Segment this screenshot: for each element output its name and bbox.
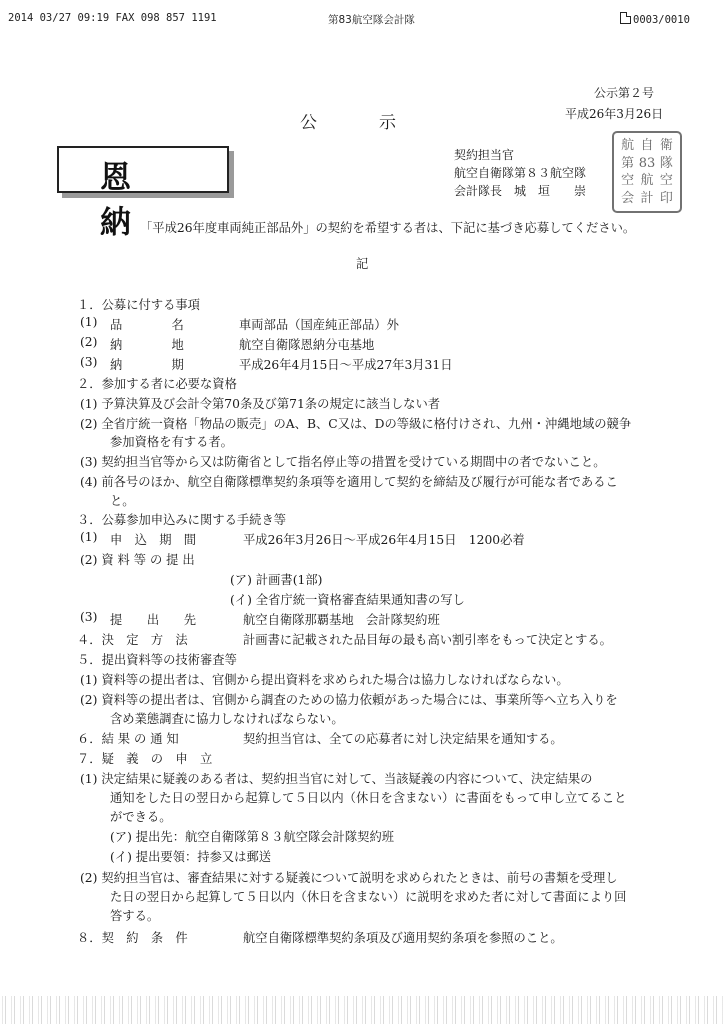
s2-item-3: (3) 契約担当官等から又は防衛省として指名停止等の措置を受けている期間中の者でないこと。 (80, 455, 606, 469)
s3-item-2-a: (ア) 計画書(1部) (230, 573, 323, 587)
section-8-label: ８．契 約 条 件 (77, 931, 188, 945)
s1-item-3-label: 納 期 (110, 358, 184, 372)
s1-item-1-num: (1) (80, 315, 98, 329)
section-4-value: 計画書に記載された品目毎の最も高い割引率をもって決定とする。 (243, 633, 612, 647)
s7-item-2-cont-2: 答する。 (110, 909, 160, 923)
s1-item-1-value: 車両部品（国産純正部品）外 (239, 318, 399, 332)
s2-item-2: (2) 全省庁統一資格「物品の販売」のA、B、C又は、Dの等級に格付けされ、九州・沖縄地域の競争 (80, 417, 632, 431)
s5-item-2: (2) 資料等の提出者は、官側から調査のための協力依頼があった場合には、事業所等へ立ち入りを (80, 693, 618, 707)
section-3-heading: ３．公募参加申込みに関する手続き等 (77, 513, 287, 527)
s2-item-4-cont: と。 (110, 494, 135, 508)
s7-item-1-a: (ア) 提出先：航空自衛隊第８３航空隊会計隊契約班 (110, 830, 395, 844)
page-icon (620, 12, 631, 24)
ki-heading: 記 (356, 257, 369, 271)
scan-noise-strip (0, 996, 724, 1024)
s2-item-1: (1) 予算決算及び会計令第70条及び第71条の規定に該当しない者 (80, 397, 441, 411)
fax-page: 0003/0010 (620, 12, 690, 26)
s3-item-1-label: 申 込 期 間 (110, 533, 197, 547)
s1-item-2-label: 納 地 (110, 338, 184, 352)
fax-header-line: 2014 03/27 09:19 FAX 098 857 1191 (8, 12, 217, 24)
s7-item-2-cont-1: た日の翌日から起算して５日以内（休日を含まない）に説明を求めた者に対して書面により回 (110, 890, 627, 904)
s7-item-1-b: (イ) 提出要領：持参又は郵送 (110, 850, 272, 864)
section-8-value: 航空自衛隊標準契約条項及び適用契約条項を参照のこと。 (243, 931, 563, 945)
section-6-label: ６．結 果 の 通 知 (77, 732, 179, 746)
s2-item-4: (4) 前各号のほか、航空自衛隊標準契約条項等を適用して契約を締結及び履行が可能な者であるこ (80, 475, 618, 489)
s5-item-2-cont: 含め業態調査に協力しなければならない。 (110, 712, 344, 726)
s3-item-2-b: (イ) 全省庁統一資格審査結果通知書の写し (230, 593, 465, 607)
s7-item-1-cont-1: 通知をした日の翌日から起算して５日以内（休日を含まない）に書面をもって申し立てること (110, 791, 627, 805)
s3-item-1-num: (1) (80, 530, 98, 544)
notice-number: 公示第２号 (594, 86, 655, 100)
section-5-heading: ５．提出資料等の技術審査等 (77, 653, 237, 667)
s3-item-1-value: 平成26年3月26日～平成26年4月15日 1200必着 (243, 533, 525, 547)
s3-item-3-num: (3) (80, 610, 98, 624)
s2-item-2-cont: 参加資格を有する者。 (110, 435, 233, 449)
s1-item-1-label: 品 名 (110, 318, 184, 332)
page-title: 公示 (300, 113, 458, 133)
section-7-heading: ７．疑 義 の 申 立 (77, 752, 213, 766)
s1-item-3-value: 平成26年4月15日～平成27年3月31日 (239, 358, 453, 372)
officer-unit: 航空自衛隊第８３航空隊 (454, 166, 587, 180)
fax-sender: 第83航空隊会計隊 (328, 14, 415, 26)
s7-item-1: (1) 決定結果に疑義のある者は、契約担当官に対して、当該疑義の内容について、決定結果の (80, 772, 593, 786)
s1-item-2-num: (2) (80, 335, 98, 349)
section-6-value: 契約担当官は、全ての応募者に対し決定結果を通知する。 (243, 732, 563, 746)
s3-item-3-value: 航空自衛隊那覇基地 会計隊契約班 (243, 613, 440, 627)
section-1-heading: １．公募に付する事項 (77, 298, 200, 312)
notice-date: 平成26年3月26日 (565, 107, 664, 121)
s1-item-2-value: 航空自衛隊恩納分屯基地 (239, 338, 375, 352)
stamp-title: 恩納 (100, 160, 171, 241)
officer-name: 会計隊長 城 垣 崇 (454, 184, 587, 198)
seal-characters: 航 自 衛 第 83 隊 空 航 空 会 計 印 (621, 138, 673, 206)
s5-item-1: (1) 資料等の提出者は、官側から提出資料を求められた場合は協力しなければならない。 (80, 673, 569, 687)
intro-text: 「平成26年度車両純正部品外」の契約を希望する者は、下記に基づき応募してください。 (140, 221, 636, 235)
location-stamp (57, 146, 229, 241)
section-4-label: ４．決 定 方 法 (77, 633, 188, 647)
officer-title: 契約担当官 (454, 148, 515, 162)
s7-item-2: (2) 契約担当官は、審査結果に対する疑義について説明を求められたときは、前号の書類を受理し (80, 871, 618, 885)
section-2-heading: ２．参加する者に必要な資格 (77, 377, 237, 391)
s3-item-3-label: 提 出 先 (110, 613, 197, 627)
s7-item-1-cont-2: ができる。 (110, 810, 172, 824)
official-seal (612, 131, 682, 213)
s3-item-2: (2) 資 料 等 の 提 出 (80, 553, 195, 567)
s1-item-3-num: (3) (80, 355, 98, 369)
